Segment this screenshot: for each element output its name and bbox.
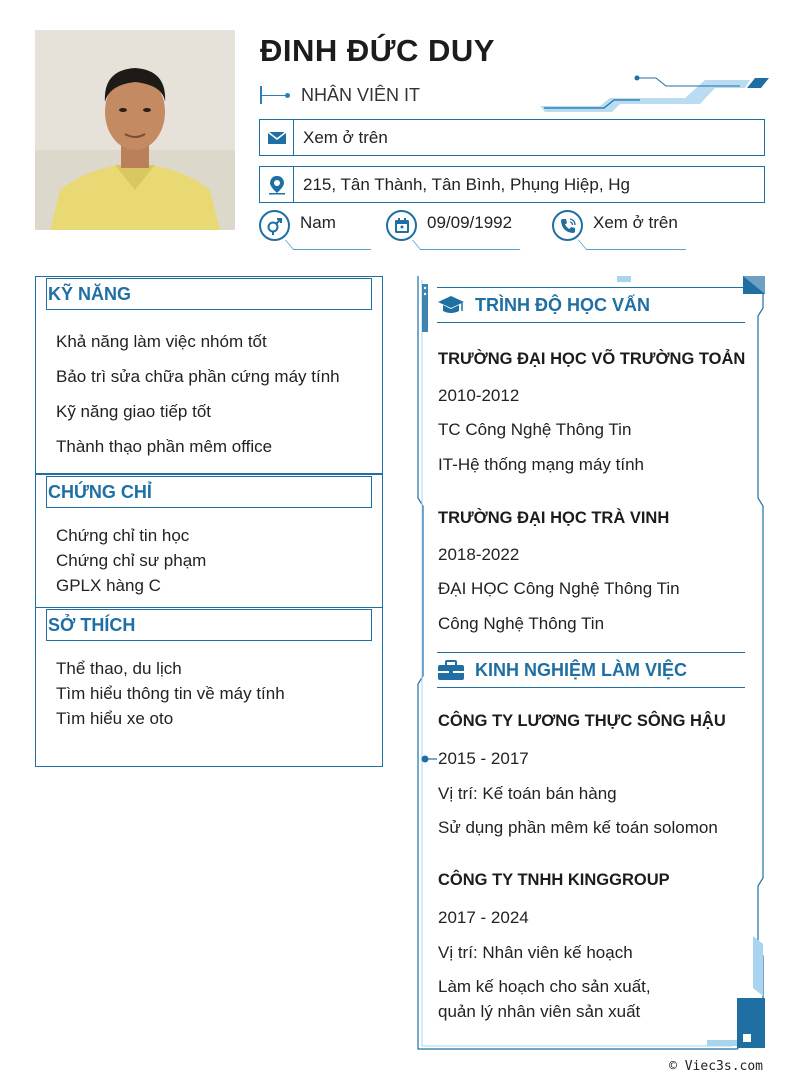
certificates-title: CHỨNG CHỈ: [48, 482, 152, 502]
hobbies-header: [46, 609, 372, 641]
gender-underline: [285, 240, 371, 250]
school-degree: ĐẠI HỌC Công Nghệ Thông Tin: [438, 579, 680, 598]
skills-section: [35, 276, 383, 474]
experience-header: [437, 652, 745, 688]
location-icon: [260, 167, 294, 202]
company-name: CÔNG TY TNHH KINGGROUP: [438, 871, 670, 889]
certificates-list: [56, 526, 206, 596]
job-title: NHÂN VIÊN IT: [301, 84, 421, 105]
certificate-item: Chứng chỉ sư phạm: [56, 551, 207, 570]
phone-icon: [552, 210, 583, 241]
calendar-icon: [386, 210, 417, 241]
job-period: 2017 - 2024: [438, 908, 529, 927]
certificate-item: Chứng chỉ tin học: [56, 526, 190, 545]
company-name: CÔNG TY LƯƠNG THỰC SÔNG HẬU: [438, 712, 726, 730]
certificates-section: [35, 474, 383, 608]
skills-list: [56, 332, 340, 457]
hobby-item: Thể thao, du lịch: [56, 659, 182, 678]
skill-item: Bảo trì sửa chữa phần cứng máy tính: [56, 367, 340, 386]
profile-photo: [35, 30, 235, 230]
school-period: 2018-2022: [438, 545, 520, 564]
birthday-value: 09/09/1992: [427, 213, 513, 232]
school-major: Công Nghệ Thông Tin: [438, 614, 605, 633]
skill-item: Thành thạo phần mêm office: [56, 437, 273, 456]
job-position: Vị trí: Nhân viên kế hoạch: [438, 943, 633, 962]
education-header: [437, 287, 745, 323]
job-period: 2015 - 2017: [438, 749, 529, 768]
job-description: Làm kế hoạch cho sản xuất,: [438, 977, 651, 996]
hobbies-list: [56, 659, 285, 729]
job-description: quản lý nhân viên sản xuất: [438, 1002, 641, 1021]
school-name: TRƯỜNG ĐẠI HỌC VÕ TRƯỜNG TOẢN: [438, 350, 746, 368]
phone-info: [552, 210, 678, 252]
email-icon: [260, 120, 294, 155]
address-value: 215, Tân Thành, Tân Bình, Phụng Hiệp, Hg: [303, 174, 631, 194]
gender-icon: [259, 210, 290, 241]
title-line-icon: [260, 85, 290, 105]
hobbies-title: SỞ THÍCH: [48, 615, 136, 635]
email-value: Xem ở trên: [303, 127, 388, 147]
hobby-item: Tìm hiểu xe oto: [56, 709, 174, 728]
birthday-info: [386, 210, 512, 252]
school-major: IT-Hệ thống mạng máy tính: [438, 455, 644, 474]
birthday-underline: [412, 240, 520, 250]
phone-value: Xem ở trên: [593, 213, 678, 232]
skill-item: Kỹ năng giao tiếp tốt: [56, 402, 212, 421]
gender-info: [259, 210, 336, 252]
job-position: Vị trí: Kế toán bán hàng: [438, 784, 617, 803]
email-row: [259, 119, 765, 156]
certificate-item: GPLX hàng C: [56, 576, 161, 595]
hobby-item: Tìm hiểu thông tin về máy tính: [56, 684, 285, 703]
right-panel: [417, 276, 766, 1051]
skills-title: KỸ NĂNG: [48, 284, 132, 304]
phone-underline: [578, 240, 686, 250]
address-row: [259, 166, 765, 203]
gender-value: Nam: [300, 213, 336, 232]
skill-item: Khả năng làm việc nhóm tốt: [56, 332, 267, 351]
briefcase-icon: [437, 658, 465, 682]
profile-photo-image: [35, 30, 235, 230]
job-description: Sử dụng phần mêm kế toán solomon: [438, 818, 718, 837]
school-degree: TC Công Nghệ Thông Tin: [438, 420, 632, 439]
job-title-row: [260, 83, 420, 107]
education-title: TRÌNH ĐỘ HỌC VẤN: [475, 294, 650, 315]
school-name: TRƯỜNG ĐẠI HỌC TRÀ VINH: [438, 509, 670, 527]
graduation-cap-icon: [437, 293, 465, 317]
hobbies-section: [35, 607, 383, 767]
school-period: 2010-2012: [438, 386, 520, 405]
experience-title: KINH NGHIỆM LÀM VIỆC: [475, 659, 688, 680]
candidate-name: ĐINH ĐỨC DUY: [260, 33, 495, 68]
header-decoration: [540, 74, 770, 116]
copyright: © Viec3s.com: [669, 1059, 763, 1074]
skills-header: [46, 278, 372, 310]
certificates-header: [46, 476, 372, 508]
